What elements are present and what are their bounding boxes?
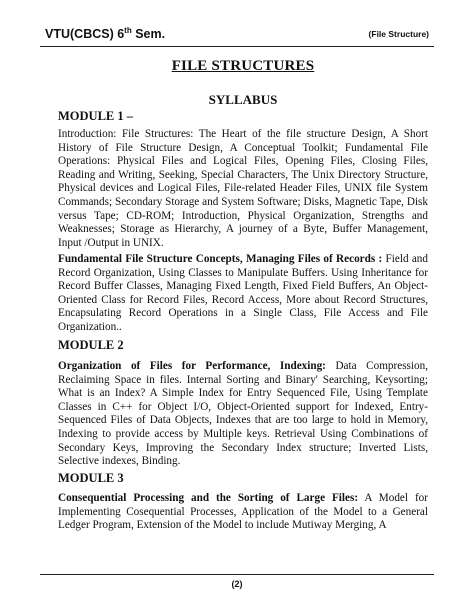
header-course-title (45, 26, 165, 41)
module-2-paragraph (58, 360, 428, 469)
footer-divider (40, 574, 434, 575)
page-header (45, 26, 429, 46)
page-number: (2) (231, 579, 243, 589)
module-3-paragraph (58, 492, 428, 533)
document-subtitle: SYLLABUS (208, 92, 278, 107)
document-title: FILE STRUCTURES (171, 58, 315, 74)
header-divider (40, 46, 434, 47)
module-3-heading: MODULE 3 (58, 471, 124, 485)
module-1-concepts-paragraph (58, 253, 428, 335)
module-2-text: Data Compression, Reclaiming Space in files. Internal Sorting and Binary' Searching, Keysorting; What is an Index? A Simple Index for Entry Sequenced File, Using Template Classes in C++ for Object I/O, Object-Oriented support for Indexed, Entry- Sequenced Files of Data Objects, Indexes that are too large to hold in Memory, Indexing to provide access by Multiple keys. Retrieval Using Combinations of Secondary Keys, Improving the Secondary Index structure; Inverted Lists, Selective indexes, Binding. (58, 360, 428, 468)
module-3-topic-title: Consequential Processing and the Sorting of Large Files: (58, 492, 359, 504)
module-2-heading: MODULE 2 (58, 338, 124, 352)
module-1-concepts-text: Field and Record Organization, Using Classes to Manipulate Buffers. Using Inheritance for Record Buffer Classes, Managing Fixed Length, Fixed Field Buffers, An Object-Oriented Class for Record Files, Record Access, More about Record Structures, Encapsulating Record Operations in a Single Class, File Access and File Organization.. (58, 253, 428, 333)
header-subject: (File Structure) (368, 29, 429, 39)
header-course-suffix: Sem. (131, 27, 166, 41)
header-course-superscript: th (124, 26, 132, 35)
module-3-text: A Model for Implementing Cosequential Processes, Application of the Model to a General Ledger Program, Extension of the Model to include Mutiway Merging, A (58, 492, 428, 532)
module-1-heading: MODULE 1 – (58, 109, 133, 123)
module-1-intro-paragraph: Introduction: File Structures: The Heart of the file structure Design, A Short History of File Structure Design, A Conceptual Toolkit; Fundamental File Operations: Physical Files and Logical Files, Opening Files, Closing Files, Reading and Writing, Seeking, Special Characters, The Unix Directory Structure, Physical devices and Logical Files, File-related Header Files, UNIX file System Commands; Secondary Storage and System Software; Disks, Magnetic Tape, Disk versus Tape; CD-ROM; Introduction, Physical Organization, Strengths and Weaknesses; Storage as Hierarchy, A journey of a Byte, Buffer Management, Input /Output in UNIX. (58, 128, 428, 249)
header-course-prefix: VTU(CBCS) 6 (45, 27, 125, 41)
module-2-topic-title: Organization of Files for Performance, Indexing: (58, 360, 326, 372)
module-1-concepts-title: Fundamental File Structure Concepts, Managing Files of Records : (58, 253, 383, 265)
